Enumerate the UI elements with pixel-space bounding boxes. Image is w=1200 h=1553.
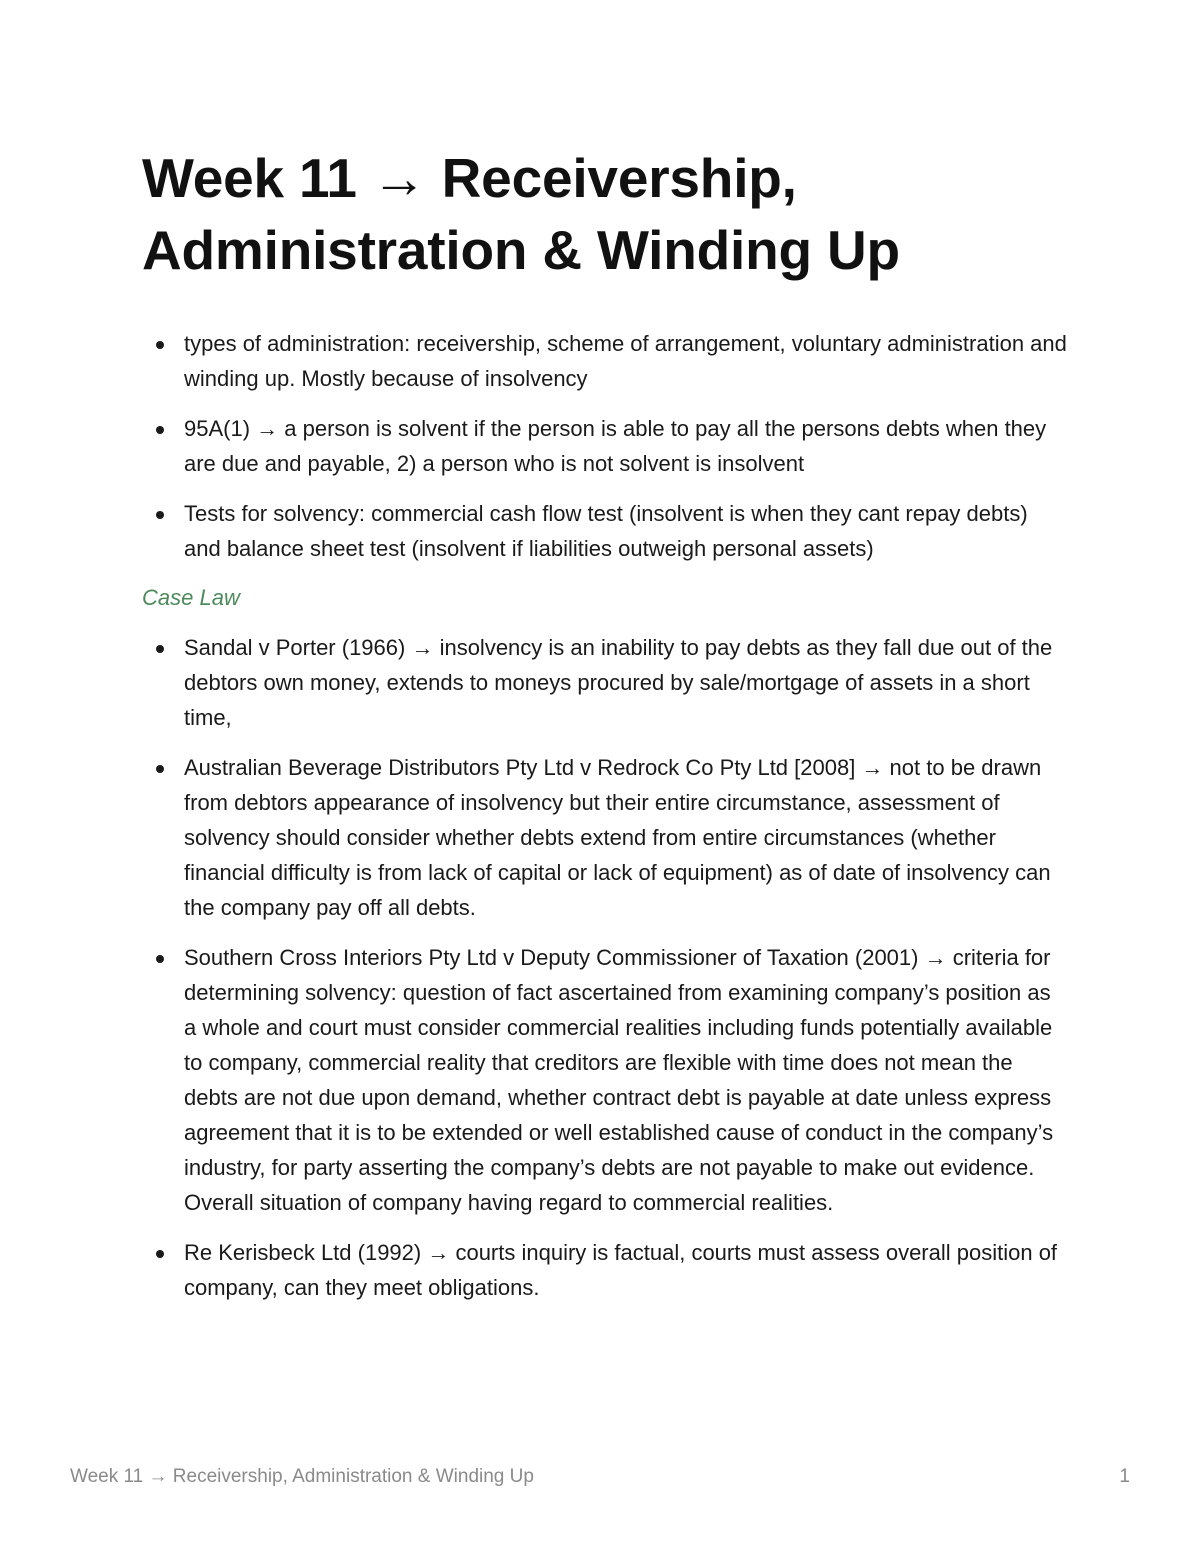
bullet-icon (156, 955, 164, 963)
list-item-text: types of administration: receivership, scheme of arrangement, voluntary administration and winding up. Mostly because of insolvency (184, 331, 1067, 391)
list-item-text: Re Kerisbeck Ltd (1992) → courts inquiry is factual, courts must assess overall position of company, can they meet obligations. (184, 1240, 1058, 1300)
bullet-icon (156, 426, 164, 434)
list-item-text: Tests for solvency: commercial cash flow test (insolvent is when they cant repay debts) and balance sheet test (insolvent if liabilities outweigh personal assets) (184, 501, 1028, 561)
list-item-text: 95A(1) → a person is solvent if the person is able to pay all the persons debts when they are due and payable, 2) a person who is not solvent is insolvent (184, 416, 1047, 476)
footer-title: Week 11 → Receivership, Administration & Winding Up (70, 1466, 534, 1487)
bullet-icon (156, 341, 164, 349)
list-item (142, 496, 1067, 566)
page-title: Week 11 → Receivership, Administration & Winding Up (142, 147, 900, 281)
case-law-list (142, 630, 1067, 1320)
list-item (142, 630, 1067, 735)
list-item (142, 1235, 1067, 1305)
intro-bullet-list (142, 326, 1067, 581)
list-item-text: Australian Beverage Distributors Pty Ltd v Redrock Co Pty Ltd [2008] → not to be drawn from debtors appearance of insolvency but their entire circumstance, assessment of solvency should consider whether debts extend from entire circumstances (whether financial difficulty is from lack of capital or lack of equipment) as of date of insolvency can the company pay off all debts. (184, 755, 1051, 920)
bullet-icon (156, 645, 164, 653)
case-law-heading: Case Law (142, 585, 240, 610)
list-item (142, 411, 1067, 481)
list-item (142, 750, 1067, 925)
bullet-icon (156, 765, 164, 773)
list-item-text: Southern Cross Interiors Pty Ltd v Deputy Commissioner of Taxation (2001) → criteria for determining solvency: question of fact ascertained from examining company’s position as a whole and court must consider commercial realities including funds potentially available to company, commercial reality that creditors are flexible with time does not mean the debts are not due upon demand, whether contract debt is payable at date unless express agreement that it is to be extended or well established cause of conduct in the company’s industry, for party asserting the company’s debts are not payable to make out evidence. Overall situation of company having regard to commercial realities. (184, 945, 1054, 1215)
bullet-icon (156, 511, 164, 519)
list-item-text: Sandal v Porter (1966) → insolvency is an inability to pay debts as they fall due out of the debtors own money, extends to moneys procured by sale/mortgage of assets in a short time, (184, 635, 1053, 730)
list-item (142, 326, 1067, 396)
list-item (142, 940, 1067, 1220)
page-footer (70, 1464, 1130, 1490)
footer-page-number: 1 (1119, 1466, 1130, 1487)
bullet-icon (156, 1250, 164, 1258)
